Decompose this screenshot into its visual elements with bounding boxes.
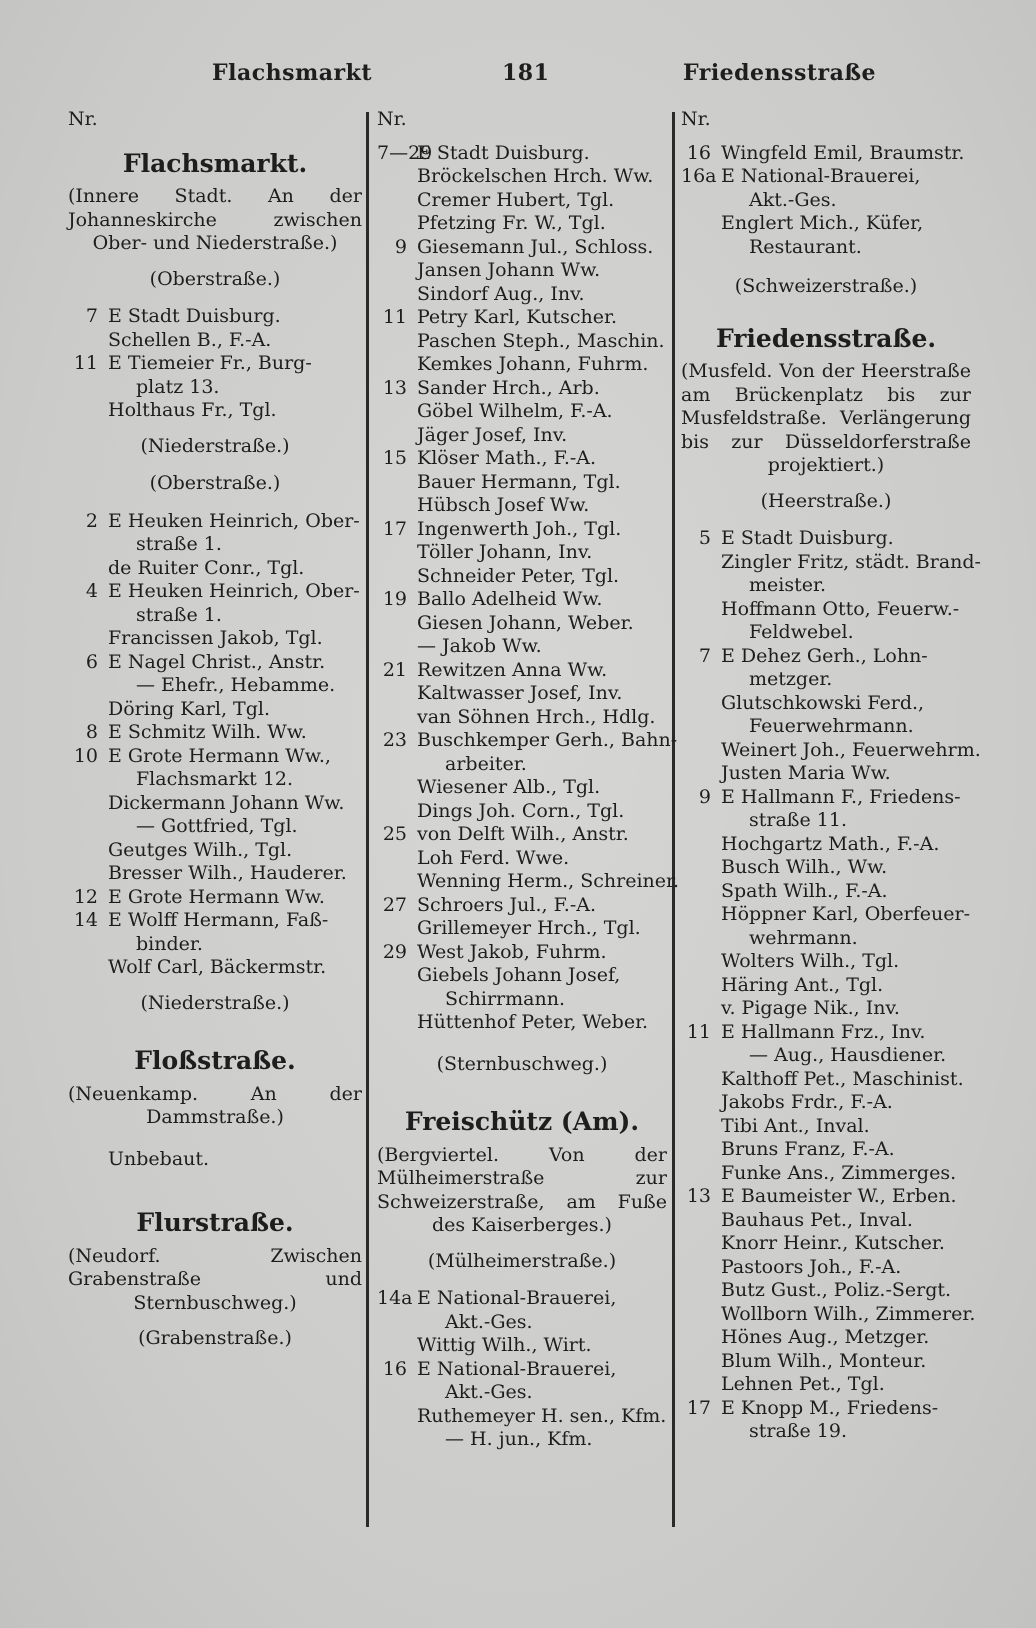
entry-list: [681, 527, 981, 1444]
entry-line: [377, 870, 680, 894]
entry-text: Kaltwasser Josef, Inv.: [417, 682, 623, 704]
entry-line: [681, 974, 971, 998]
entry-line: [377, 236, 667, 260]
entry-text: Jansen Johann Ww.: [417, 259, 601, 281]
column-2: [377, 108, 680, 1452]
entry-text: v. Pigage Nik., Inv.: [721, 997, 900, 1019]
entry-line: [681, 189, 971, 213]
entry-text: Wolters Wilh., Tgl.: [721, 950, 900, 972]
entry-line: [68, 745, 362, 769]
entry-text: Hübsch Josef Ww.: [417, 494, 590, 516]
entry-text: Giesen Johann, Weber.: [417, 611, 634, 634]
entry-text: Feuerwehrmann.: [749, 715, 914, 737]
entry-line: [377, 259, 667, 283]
entry-text: E Grote Hermann Ww.,: [108, 744, 331, 767]
cross-street: (Heerstraße.): [760, 489, 892, 512]
entry-line: [68, 674, 362, 698]
entry-line: [68, 580, 362, 604]
entry-text: Bauer Hermann, Tgl.: [417, 470, 621, 493]
entry-list: [68, 305, 362, 423]
entry-text: Akt.-Ges.: [445, 1381, 533, 1403]
entry-text: E Nagel Christ., Anstr.: [108, 650, 326, 673]
entry-text: straße 11.: [749, 809, 847, 831]
house-number: 9: [698, 785, 711, 808]
entry-text: E Dehez Gerh., Lohn-: [721, 644, 928, 667]
entry-line: [68, 721, 362, 745]
entry-text: Wiesener Alb., Tgl.: [417, 776, 601, 798]
entry-line: [377, 283, 667, 307]
entry-line: [68, 376, 362, 400]
column-divider: [672, 112, 675, 1527]
entry-line: [681, 1115, 971, 1139]
street-title: Flurstraße.: [136, 1208, 294, 1237]
entry-line: [377, 776, 667, 800]
entry-text: Feldwebel.: [749, 621, 854, 643]
entry-text: Wittig Wilh., Wirt.: [417, 1334, 592, 1356]
entry-line: [377, 1311, 667, 1335]
entry-text: Butz Gust., Poliz.-Sergt.: [721, 1279, 952, 1301]
entry-line: [68, 352, 362, 376]
entry-line: [681, 645, 971, 669]
entry-line: [377, 189, 667, 213]
entry-line: [377, 988, 667, 1012]
entry-text: Paschen Steph., Maschin.: [417, 329, 665, 352]
entry-line: [681, 550, 981, 575]
house-number: 14: [73, 909, 98, 931]
nr-label: Nr.: [377, 108, 407, 130]
house-number: 25: [382, 823, 407, 845]
entry-line: [377, 165, 667, 189]
entry-line: [68, 792, 362, 816]
entry-text: — Aug., Hausdiener.: [749, 1044, 947, 1066]
entry-line: [377, 706, 667, 730]
entry-text: Göbel Wilhelm, F.-A.: [417, 400, 613, 422]
cross-street: (Sternbuschweg.): [436, 1052, 608, 1075]
entry-text: E Knopp M., Friedens-: [721, 1396, 939, 1419]
entry-line: [681, 598, 971, 622]
entry-line: [377, 400, 667, 424]
entry-line: [681, 621, 971, 645]
entry-text: Häring Ant., Tgl.: [721, 973, 884, 996]
street-description: (Neudorf. Zwischen Grabenstraße und Sternbuschweg.): [68, 1244, 362, 1314]
entry-text: E Heuken Heinrich, Ober-: [108, 509, 360, 532]
cross-street: (Niederstraße.): [140, 434, 290, 457]
entry-text: Ingenwerth Joh., Tgl.: [417, 517, 622, 540]
entry-text: E National-Brauerei,: [417, 1357, 617, 1380]
house-number: 15: [382, 447, 407, 469]
entry-text: arbeiter.: [445, 752, 527, 775]
entry-line: [377, 565, 667, 589]
entry-text: Buschkemper Gerh., Bahn-: [417, 729, 678, 751]
entry-line: [377, 823, 667, 847]
entry-line: [377, 212, 667, 236]
entry-line: [68, 909, 362, 933]
street-description: (Musfeld. Von der Heerstraße am Brückenplatz bis zur Musfeldstraße. Verlängerung bis zur Düsseldorferstraße projektiert.): [681, 360, 971, 476]
entry-text: straße 1.: [136, 603, 222, 626]
entry-line: [681, 1279, 971, 1303]
entry-line: [377, 847, 667, 871]
entry-line: [68, 956, 362, 980]
house-number: 8: [85, 721, 98, 743]
entry-text: Akt.-Ges.: [445, 1310, 533, 1333]
house-number: 13: [686, 1185, 711, 1207]
entry-line: [681, 1397, 971, 1421]
house-number: 7—29: [377, 141, 433, 164]
entry-text: E Hallmann F., Friedens-: [721, 785, 961, 808]
house-number: 11: [73, 352, 98, 374]
page-number: 181: [502, 60, 550, 86]
entry-text: Zingler Fritz, städt. Brand-: [721, 550, 981, 573]
house-number: 11: [686, 1020, 711, 1043]
entry-line: [377, 330, 667, 354]
entry-line: [681, 1138, 971, 1162]
entry-text: straße 1.: [136, 533, 222, 555]
entry-text: Lehnen Pet., Tgl.: [721, 1373, 885, 1395]
entry-text: Hochgartz Math., F.-A.: [721, 832, 940, 855]
entry-text: — Ehefr., Hebamme.: [136, 674, 336, 696]
entry-text: von Delft Wilh., Anstr.: [417, 823, 629, 845]
entry-text: Schroers Jul., F.-A.: [417, 893, 597, 916]
house-number: 5: [698, 527, 711, 549]
entry-line: [377, 635, 667, 659]
street-title: Flachsmarkt.: [122, 148, 308, 178]
entry-text: E National-Brauerei,: [417, 1287, 617, 1309]
entry-line: [681, 997, 971, 1021]
entry-text: E Stadt Duisburg.: [721, 527, 894, 549]
entry-line: [681, 1209, 971, 1233]
house-number: 14a: [377, 1287, 413, 1309]
entry-line: [377, 306, 667, 330]
entry-list: [68, 510, 362, 980]
entry-text: Giebels Johann Josef,: [417, 964, 621, 986]
street-title: Freischütz (Am).: [404, 1107, 640, 1136]
nr-label: Nr.: [681, 108, 711, 130]
entry-line: [681, 738, 981, 763]
cross-street: (Niederstraße.): [140, 991, 290, 1014]
entry-line: [681, 1162, 971, 1186]
entry-text: E Baumeister W., Erben.: [721, 1185, 957, 1207]
entry-text: Hüttenhof Peter, Weber.: [417, 1011, 649, 1033]
entry-text: straße 19.: [749, 1420, 847, 1442]
entry-line: [681, 692, 971, 716]
entry-line: [681, 833, 971, 857]
entry-text: Restaurant.: [749, 235, 862, 258]
entry-line: [681, 1091, 971, 1115]
entry-text: Englert Mich., Küfer,: [721, 212, 924, 234]
entry-line: [68, 839, 362, 863]
cross-street: (Schweizerstraße.): [734, 275, 918, 297]
entry-line: [68, 768, 362, 792]
entry-line: [68, 698, 362, 722]
entry-text: Flachsmarkt 12.: [136, 768, 294, 790]
entry-text: E Stadt Duisburg.: [417, 141, 590, 164]
entry-text: binder.: [136, 932, 203, 955]
entry-text: — Gottfried, Tgl.: [136, 815, 298, 837]
entry-text: Bauhaus Pet., Inval.: [721, 1208, 913, 1231]
entry-line: [681, 236, 971, 260]
entry-text: Holthaus Fr., Tgl.: [108, 399, 277, 421]
entry-line: [377, 800, 667, 824]
entry-line: [377, 588, 667, 612]
entry-text: Kemkes Johann, Fuhrm.: [417, 353, 649, 375]
entry-text: Jakobs Frdr., F.-A.: [721, 1091, 893, 1113]
entry-text: Sander Hrch., Arb.: [417, 376, 600, 399]
entry-text: E Stadt Duisburg.: [108, 305, 281, 327]
entry-line: [377, 447, 667, 471]
entry-line: [68, 886, 362, 910]
entry-text: — Jakob Ww.: [417, 635, 542, 657]
entry-text: Töller Johann, Inv.: [417, 541, 593, 563]
entry-line: [681, 856, 971, 880]
entry-line: [377, 1428, 667, 1452]
house-number: 10: [73, 744, 98, 767]
entry-line: [377, 1381, 667, 1405]
entry-list: [681, 142, 971, 260]
entry-line: [681, 715, 971, 739]
entry-text: Knorr Heinr., Kutscher.: [721, 1232, 945, 1254]
entry-line: [681, 1068, 971, 1092]
entry-text: Tibi Ant., Inval.: [721, 1114, 870, 1137]
header-left-street: Flachsmarkt: [212, 60, 373, 86]
entry-line: [68, 933, 362, 957]
entry-line: [681, 1185, 971, 1209]
street-description: (Neuenkamp. An der Dammstraße.): [68, 1082, 362, 1128]
entry-line: [377, 964, 667, 988]
entry-text: Jäger Josef, Inv.: [417, 423, 568, 446]
entry-text: Bruns Franz, F.-A.: [721, 1138, 895, 1160]
entry-text: Justen Maria Ww.: [721, 762, 891, 784]
entry-text: E Tiemeier Fr., Burg-: [108, 352, 312, 374]
column-1: [68, 108, 362, 1365]
entry-line: [681, 950, 971, 974]
house-number: 6: [85, 650, 98, 673]
entry-line: [377, 377, 667, 401]
entry-text: Geutges Wilh., Tgl.: [108, 838, 293, 861]
entry-text: Wingfeld Emil, Braumstr.: [721, 141, 965, 164]
entry-line: [681, 165, 971, 189]
house-number: 21: [382, 658, 407, 681]
house-number: 16: [382, 1357, 407, 1380]
entry-text: E Wolff Hermann, Faß-: [108, 909, 329, 931]
entry-line: [377, 471, 667, 495]
entry-text: Wolf Carl, Bäckermstr.: [108, 956, 327, 978]
entry-line: [377, 1334, 667, 1358]
column-divider: [366, 112, 369, 1527]
entry-line: [377, 518, 667, 542]
entry-text: de Ruiter Conr., Tgl.: [108, 556, 305, 579]
entry-text: Wollborn Wilh., Zimmerer.: [721, 1302, 976, 1325]
entry-line: [68, 305, 362, 329]
street-title: Floßstraße.: [134, 1046, 296, 1075]
entry-text: Klöser Math., F.-A.: [417, 447, 597, 469]
entry-line: [681, 1021, 971, 1045]
entry-line: [68, 862, 362, 886]
cross-street: (Oberstraße.): [149, 267, 281, 290]
entry-text: Bresser Wilh., Hauderer.: [108, 862, 347, 884]
house-number: 17: [382, 517, 407, 540]
entry-text: Weinert Joh., Feuerwehrm.: [721, 738, 981, 761]
entry-text: Giesemann Jul., Schloss.: [417, 235, 654, 258]
entry-text: Blum Wilh., Monteur.: [721, 1349, 927, 1372]
entry-line: [681, 762, 971, 786]
house-number: 11: [382, 306, 407, 328]
entry-text: Dickermann Johann Ww.: [108, 791, 345, 814]
entry-line: [681, 142, 971, 166]
entry-line: [377, 729, 678, 753]
entry-line: [377, 1011, 667, 1035]
entry-text: Loh Ferd. Wwe.: [417, 846, 570, 869]
street-title: Friedensstraße.: [715, 323, 937, 353]
house-number: 4: [85, 580, 98, 602]
entry-line: [377, 1405, 667, 1429]
street-note: Unbebaut.: [108, 1147, 210, 1170]
entry-line: [681, 1420, 971, 1444]
entry-line: [377, 142, 667, 166]
entry-text: Cremer Hubert, Tgl.: [417, 188, 615, 211]
entry-line: [681, 927, 971, 951]
house-number: 16a: [681, 165, 717, 187]
entry-list: [377, 141, 680, 1035]
entry-text: E Heuken Heinrich, Ober-: [108, 580, 360, 602]
entry-line: [68, 533, 362, 557]
entry-text: Ballo Adelheid Ww.: [417, 588, 603, 610]
entry-text: wehrmann.: [749, 926, 858, 949]
entry-text: meister.: [749, 574, 827, 596]
entry-text: Petry Karl, Kutscher.: [417, 306, 617, 328]
entry-text: Ruthemeyer H. sen., Kfm.: [417, 1404, 667, 1427]
street-description: (Innere Stadt. An der Johanneskirche zwischen Ober- und Niederstraße.): [68, 185, 362, 254]
entry-text: Francissen Jakob, Tgl.: [108, 627, 323, 649]
cross-street: (Mülheimerstraße.): [427, 1249, 617, 1272]
house-number: 9: [394, 235, 407, 258]
entry-line: [377, 682, 667, 706]
entry-line: [377, 941, 667, 965]
entry-text: Schneider Peter, Tgl.: [417, 564, 620, 587]
house-number: 12: [73, 885, 98, 908]
entry-text: Pfetzing Fr. W., Tgl.: [417, 212, 606, 234]
entry-line: [68, 815, 362, 839]
entry-line: [681, 1326, 971, 1350]
entry-text: Höppner Karl, Oberfeuer-: [721, 903, 971, 925]
entry-line: [377, 612, 667, 636]
entry-text: Dings Joh. Corn., Tgl.: [417, 799, 625, 822]
house-number: 7: [85, 305, 98, 327]
entry-line: [681, 1044, 971, 1068]
house-number: 17: [686, 1396, 711, 1419]
entry-line: [681, 903, 971, 927]
entry-text: Glutschkowski Ferd.,: [721, 691, 925, 714]
house-number: 29: [382, 940, 407, 963]
entry-line: [377, 541, 667, 565]
house-number: 2: [85, 509, 98, 532]
street-description: (Bergviertel. Von der Mülheimerstraße zur Schweizerstraße, am Fuße des Kaiserberges.): [377, 1143, 667, 1236]
entry-line: [681, 880, 971, 904]
entry-line: [681, 1350, 971, 1374]
nr-label: Nr.: [68, 108, 98, 130]
entry-text: Schirrmann.: [445, 987, 565, 1010]
entry-text: E National-Brauerei,: [721, 165, 921, 187]
entry-text: platz 13.: [136, 375, 220, 398]
entry-line: [681, 1373, 971, 1397]
entry-line: [681, 574, 971, 598]
house-number: 27: [382, 893, 407, 916]
column-3: [681, 108, 981, 1444]
house-number: 7: [698, 644, 711, 667]
entry-line: [681, 1256, 971, 1280]
entry-list: [377, 1287, 667, 1452]
house-number: 23: [382, 729, 407, 751]
entry-text: Kalthoff Pet., Maschinist.: [721, 1067, 964, 1090]
entry-text: Spath Wilh., F.-A.: [721, 879, 888, 902]
entry-line: [68, 510, 362, 534]
entry-text: — H. jun., Kfm.: [445, 1428, 593, 1450]
entry-line: [377, 917, 667, 941]
entry-text: Hönes Aug., Metzger.: [721, 1326, 930, 1348]
entry-line: [377, 353, 667, 377]
house-number: 19: [382, 588, 407, 610]
entry-line: [377, 659, 667, 683]
entry-line: [68, 651, 362, 675]
entry-line: [68, 627, 362, 651]
entry-line: [681, 786, 971, 810]
entry-line: [68, 557, 362, 581]
entry-line: [68, 399, 362, 423]
page-header: [0, 60, 1036, 96]
entry-line: [377, 753, 667, 777]
entry-text: Busch Wilh., Ww.: [721, 856, 888, 878]
entry-text: E Grote Hermann Ww.: [108, 885, 325, 908]
entry-text: Hoffmann Otto, Feuerw.-: [721, 597, 960, 620]
entry-line: [681, 809, 971, 833]
entry-text: metzger.: [749, 668, 833, 690]
entry-text: van Söhnen Hrch., Hdlg.: [417, 705, 656, 728]
entry-text: Funke Ans., Zimmerges.: [721, 1161, 957, 1184]
entry-line: [681, 1232, 971, 1256]
entry-line: [377, 894, 667, 918]
entry-text: Grillemeyer Hrch., Tgl.: [417, 917, 641, 939]
entry-line: [377, 1287, 667, 1311]
entry-line: [681, 527, 971, 551]
entry-line: [68, 604, 362, 628]
entry-text: West Jakob, Fuhrm.: [417, 940, 607, 963]
entry-text: Akt.-Ges.: [749, 188, 837, 211]
entry-line: [68, 329, 362, 353]
entry-line: [377, 494, 667, 518]
entry-line: [681, 212, 971, 236]
entry-text: E Schmitz Wilh. Ww.: [108, 721, 307, 743]
house-number: 13: [382, 376, 407, 399]
entry-text: Sindorf Aug., Inv.: [417, 282, 585, 305]
entry-line: [377, 424, 667, 448]
entry-line: [681, 1302, 976, 1327]
entry-text: E Hallmann Frz., Inv.: [721, 1020, 926, 1043]
entry-text: Rewitzen Anna Ww.: [417, 658, 608, 681]
entry-text: Bröckelschen Hrch. Ww.: [417, 165, 654, 187]
entry-text: Pastoors Joh., F.-A.: [721, 1255, 902, 1278]
cross-street: (Grabenstraße.): [138, 1327, 292, 1349]
cross-street: (Oberstraße.): [149, 472, 281, 494]
entry-text: Döring Karl, Tgl.: [108, 697, 270, 720]
entry-text: Wenning Herm., Schreiner.: [417, 870, 680, 892]
house-number: 16: [686, 141, 711, 164]
entry-text: Schellen B., F.-A.: [108, 328, 272, 351]
header-right-street: Friedensstraße: [683, 60, 877, 86]
entry-line: [681, 668, 971, 692]
entry-line: [377, 1358, 667, 1382]
